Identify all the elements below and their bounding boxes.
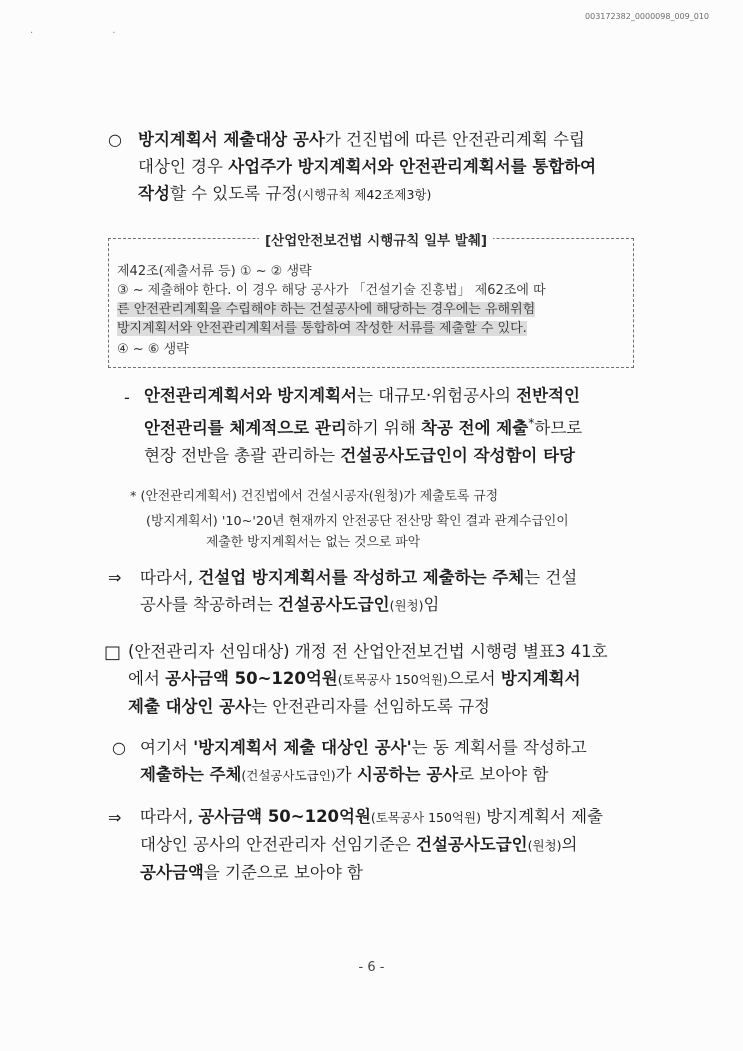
scan-dots: · · [30,28,154,39]
excerpt-line-2: ③ ~ 제출해야 한다. 이 경우 해당 공사가 「건설기술 진흥법」 제62조에 따 [117,283,546,298]
excerpt-line-4: 방지계획서와 안전관리계획서를 통합하여 작성한 서류를 제출할 수 있다. [117,321,527,336]
section1-subject: 방지계획서 제출대상 공사 [138,130,325,149]
excerpt-line-5: ④ ~ ⑥ 생략 [117,342,189,357]
section3-paragraph: (안전관리자 선임대상) 개정 전 산업안전보건법 시행령 별표3 41호 에서 공사금액 50~120억원(토목공사 150억원)으로서 방지계획서 제출 대상인 공사는 안전관리자를 선임하도록 규정 [128,642,608,716]
page-number: - 6 - [358,960,385,975]
note-1: * (안전관리계획서) 건진법에서 건설시공자(원청)가 제출토록 규정 [130,489,499,504]
circle-bullet-icon: ○ [108,130,122,149]
excerpt-line-1: 제42조(제출서류 등) ① ~ ② 생략 [117,264,312,279]
implies-arrow-icon-2: ⇒ [108,808,122,827]
law-reference: (시행규칙 제42조제3항) [297,187,432,202]
excerpt-box [108,233,634,368]
circle-bullet-icon-2: ○ [112,738,126,757]
square-bullet-icon: □ [104,642,122,663]
conclusion1-paragraph: 따라서, 건설업 방지계획서를 작성하고 제출하는 주체는 건설 공사를 착공하려는 건설공사도급인(원청)임 [140,568,578,614]
note-3: 제출한 방지계획서는 없는 것으로 파악 [206,535,421,550]
excerpt-title: [산업안전보건법 시행규칙 일부 발췌] [259,229,493,249]
implies-arrow-icon: ⇒ [108,568,122,587]
dash-bullet: - [124,388,130,407]
excerpt-line-3: 른 안전관리계획을 수립해야 하는 건설공사에 해당하는 경우에는 유해위험 [117,302,536,317]
section1-paragraph: 방지계획서 제출대상 공사가 건진법에 따른 안전관리계획 수립 대상인 경우 사업주가 방지계획서와 안전관리계획서를 통합하여 작성할 수 있도록 규정(시행규칙 제42조제3항) [138,130,597,203]
document-id: 003172382_0000098_009_010 [585,12,709,21]
note-2: (방지계획서) '10~'20년 현재까지 안전공단 전산망 확인 결과 관계수급인이 [146,514,569,529]
conclusion2-paragraph: 따라서, 공사금액 50~120억원(토목공사 150억원) 방지계획서 제출 대상인 공사의 안전관리자 선임기준은 건설공사도급인(원청)의 공사금액을 기준으로 보아야 함 [140,807,604,882]
section2-paragraph: 안전관리계획서와 방지계획서는 대규모·위험공사의 전반적인 안전관리를 체계적으로 관리하기 위해 착공 전에 제출*하므로 현장 전반을 총괄 관리하는 건설공사도급인이 작성함이 타당 [144,386,583,465]
section4-paragraph: 여기서 '방지계획서 제출 대상인 공사'는 동 계획서를 작성하고 제출하는 주체(건설공사도급인)가 시공하는 공사로 보아야 함 [140,738,587,784]
